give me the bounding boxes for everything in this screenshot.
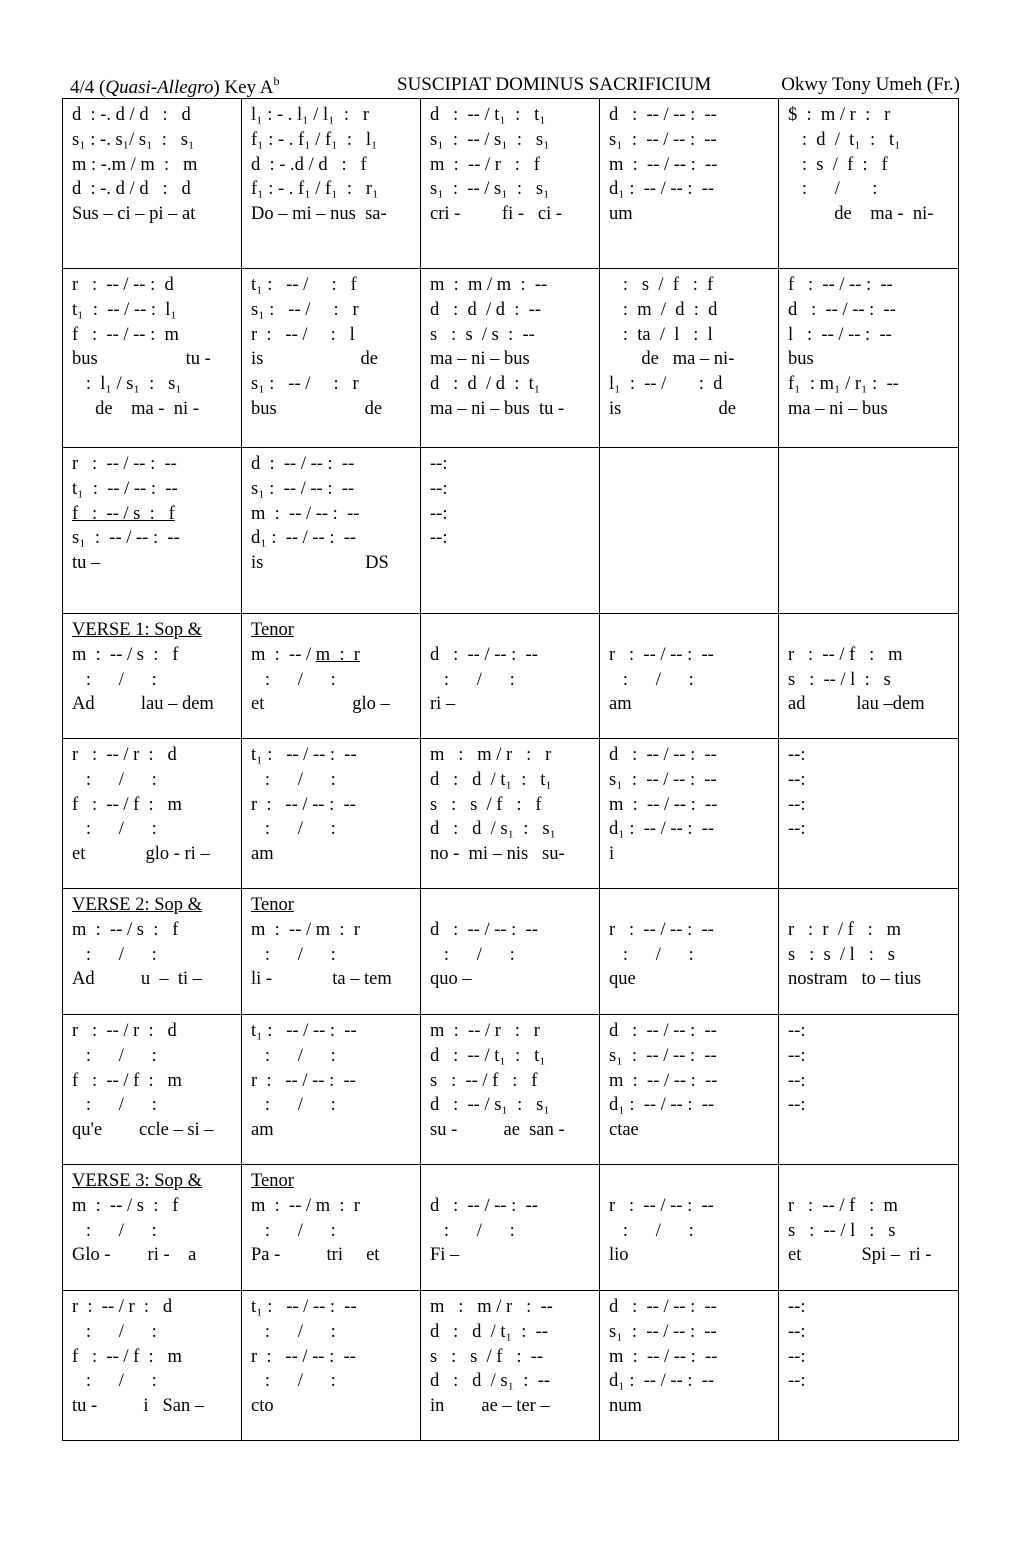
solfa-line: num (609, 1396, 642, 1417)
solfa-line: m : -- / -- : -- (609, 1346, 718, 1367)
solfa-line: is de (609, 398, 736, 419)
solfa-line: s₁ : -- / -- : -- (609, 1321, 717, 1342)
solfa-line: : / : (72, 819, 157, 840)
solfa-line: l : -- / -- : -- (788, 324, 892, 345)
solfa-line: tu – (72, 553, 101, 574)
measure-cell (421, 614, 600, 739)
solfa-line: : / : (72, 1045, 157, 1066)
measure-cell (600, 448, 779, 614)
solfa-line: et glo - ri – (72, 844, 210, 865)
solfa-line: m : -- / s : f (72, 919, 179, 940)
solfa-line: Pa - tri et (251, 1245, 380, 1266)
measure-cell (600, 1015, 779, 1165)
meter: 4/4 (70, 77, 95, 98)
solfa-line: m : -- / -- : -- (609, 154, 718, 175)
measure-cell (779, 448, 959, 614)
solfa-line: m : -- / s : f (72, 1195, 179, 1216)
solfa-line: : / : (609, 669, 694, 690)
solfa-line: s₁ : -- / s₁ : s₁ (430, 129, 550, 150)
solfa-line: m : -- / m : r (251, 1195, 360, 1216)
solfa-line: de ma - ni - (72, 398, 199, 419)
solfa-line (609, 618, 772, 643)
solfa-line: --: (430, 454, 448, 474)
solfa-line (430, 1169, 593, 1194)
measure-cell (600, 269, 779, 448)
solfa-line: f₁ : m₁ / r₁ : -- (788, 374, 899, 395)
solfa-line: r : -- / f : m (788, 644, 903, 665)
measure-cell (421, 99, 600, 269)
solfa-line: m : m / r : -- (430, 1297, 553, 1317)
solfa-line: bus tu - (72, 349, 211, 370)
solfa-line: t₁ : -- / -- : -- (251, 745, 357, 765)
solfa-line: et glo – (251, 694, 390, 715)
measure-cell (600, 99, 779, 269)
measure-cell (421, 448, 600, 614)
solfa-line: r : -- / -- : -- (609, 1195, 714, 1216)
solfa-line: d : -. d / d : d (72, 105, 191, 125)
solfa-line: r : -- / f : m (788, 1195, 898, 1216)
measure-cell (421, 269, 600, 448)
solfa-line: t₁ : -- / -- : -- (251, 1297, 357, 1317)
solfa-line: : / : (72, 1095, 157, 1116)
solfa-line: cto (251, 1396, 274, 1417)
solfa-line: : / : (251, 1045, 336, 1066)
score-row (63, 739, 959, 889)
solfa-line: d : - .d / d : f (251, 154, 367, 175)
solfa-line: s₁ : -- / -- : -- (251, 478, 355, 499)
solfa-line: --: (788, 1070, 806, 1091)
solfa-line: de ma – ni- (609, 349, 735, 370)
solfa-line: m : -- / r : f (430, 154, 540, 175)
solfa-line: VERSE 2: Sop & (72, 895, 203, 915)
solfa-line (788, 618, 952, 643)
solfa-line: s : -- / f : f (430, 1070, 538, 1091)
solfa-line: d : -- / -- : -- (251, 454, 355, 474)
solfa-line: am (251, 844, 274, 865)
solfa-line: Tenor (251, 895, 294, 915)
solfa-line: m : -- / -- : -- (609, 1070, 718, 1091)
solfa-line: t₁ : -- / -- : -- (251, 1021, 357, 1041)
measure-cell (242, 614, 421, 739)
solfa-line: : / : (251, 1095, 336, 1116)
score-row (63, 1291, 959, 1441)
solfa-line: Ad lau – dem (72, 694, 214, 715)
measure-cell (63, 448, 242, 614)
solfa-line: : / : (72, 1321, 157, 1342)
solfa-line: quo – (430, 969, 472, 990)
solfa-line: : / : (251, 669, 336, 690)
solfa-line: s₁ : -- / -- : -- (609, 129, 717, 150)
measure-cell (242, 99, 421, 269)
solfa-line: que (609, 969, 636, 990)
solfa-line: : / : (430, 669, 515, 690)
solfa-line: d₁ : -- / -- : -- (609, 179, 715, 200)
measure-cell (63, 614, 242, 739)
score-row (63, 1015, 959, 1165)
solfa-line: f : -- / s : f (72, 503, 175, 524)
solfa-line: is DS (251, 553, 389, 574)
measure-cell (421, 1165, 600, 1291)
solfa-line (788, 893, 952, 918)
measure-cell (779, 269, 959, 448)
solfa-line: : / : (72, 769, 157, 790)
score-row (63, 889, 959, 1015)
solfa-line: ctae (609, 1120, 639, 1141)
solfa-line: : d / t₁ : t₁ (788, 129, 901, 150)
solfa-line: m : m / m : -- (430, 275, 548, 295)
measure-cell (421, 739, 600, 889)
solfa-line: f : -- / -- : -- (788, 275, 893, 295)
solfa-line: m : -- / -- : -- (251, 503, 360, 524)
solfa-line: f₁ : - . f₁ / f₁ : l₁ (251, 129, 378, 150)
solfa-line: d : -- / -- : -- (430, 644, 538, 665)
solfa-line: de ma - ni- (788, 204, 934, 225)
solfa-line: : / : (72, 669, 157, 690)
solfa-line: f : -- / -- : m (72, 324, 179, 345)
solfa-line: s : s / s : -- (430, 324, 535, 345)
solfa-line: VERSE 3: Sop & (72, 1171, 203, 1191)
tempo: Quasi-Allegro (105, 77, 214, 98)
solfa-line: d : -. d / d : d (72, 179, 191, 200)
solfa-line (609, 1169, 772, 1194)
solfa-line: d : d / s₁ : -- (430, 1371, 551, 1392)
solfa-line: r : -- / -- : -- (251, 1070, 356, 1091)
measure-cell (779, 889, 959, 1015)
solfa-line: s : -- / l : s (788, 1220, 896, 1241)
solfa-line: s₁ : -- / -- : -- (609, 1045, 717, 1066)
solfa-line: su - ae san - (430, 1120, 565, 1141)
solfa-line: d : -- / s₁ : s₁ (430, 1095, 550, 1116)
solfa-line: r : -- / -- : -- (609, 644, 714, 665)
score-row (63, 99, 959, 269)
solfa-line: nostram to – tius (788, 969, 922, 990)
measure-cell (779, 1291, 959, 1441)
solfa-line: : / : (609, 1220, 694, 1241)
solfa-line: ma – ni – bus (430, 349, 530, 370)
solfa-line: --: (788, 769, 806, 790)
solfa-line: r : -- / r : d (72, 1297, 173, 1317)
solfa-line: et Spi – ri - (788, 1245, 932, 1266)
measure-cell (779, 739, 959, 889)
solfa-line: --: (788, 1321, 806, 1342)
solfa-line: : l₁ / s₁ : s₁ (72, 374, 182, 395)
measure-cell (421, 1291, 600, 1441)
solfa-line: : / : (430, 944, 515, 965)
solfa-line: am (251, 1120, 274, 1141)
solfa-line: m : -.m / m : m (72, 154, 198, 175)
meter-tempo-key: 4/4 (Quasi-Allegro) Key $A^b$ (70, 74, 280, 98)
solfa-line: Tenor (251, 620, 294, 640)
solfa-line: --: (430, 478, 448, 499)
solfa-line: : / : (251, 769, 336, 790)
solfa-line: li - ta – tem (251, 969, 392, 990)
solfa-line: d : d / d : -- (430, 299, 541, 320)
measure-cell (421, 889, 600, 1015)
solfa-line: s : s / l : s (788, 944, 895, 965)
solfa-line: d₁ : -- / -- : -- (609, 1095, 715, 1116)
solfa-line: qu'e ccle – si – (72, 1120, 214, 1141)
solfa-line: t₁ : -- / -- : l₁ (72, 299, 177, 320)
score-body (63, 99, 959, 1441)
solfa-line: s₁ : -- / : r (251, 374, 359, 395)
solfa-line: --: (788, 819, 806, 840)
measure-cell (779, 99, 959, 269)
solfa-line: d : -- / -- : -- (609, 1021, 717, 1041)
measure-cell (63, 889, 242, 1015)
solfa-line: ma – ni – bus (788, 398, 888, 419)
measure-cell (242, 269, 421, 448)
solfa-line: d : d / d : t₁ (430, 374, 541, 395)
solfa-line: d₁ : -- / -- : -- (609, 1371, 715, 1392)
solfa-line: Ad u – ti – (72, 969, 203, 990)
solfa-line: : / : (72, 1220, 157, 1241)
solfa-line: --: (788, 1021, 806, 1041)
solfa-line: t₁ : -- / -- : -- (72, 478, 178, 499)
measure-cell (242, 1015, 421, 1165)
solfa-line: : / : (72, 1371, 157, 1392)
solfa-line: s₁ : -- / -- : -- (609, 769, 717, 790)
measure-cell (63, 1291, 242, 1441)
solfa-line: r : -- / -- : -- (72, 454, 177, 474)
solfa-line (430, 893, 593, 918)
solfa-line: --: (788, 1346, 806, 1367)
solfa-line: s : s / f : -- (430, 1346, 544, 1367)
solfa-line: i (609, 844, 615, 865)
solfa-line: : / : (251, 1321, 336, 1342)
solfa-line: f : -- / f : m (72, 794, 182, 815)
solfa-line: d : d / s₁ : s₁ (430, 819, 556, 840)
solfa-line: m : -- / m : r (251, 919, 360, 940)
solfa-line (430, 618, 593, 643)
solfa-line: : ta / l : l (609, 324, 713, 345)
solfa-line: d : -- / -- : -- (430, 919, 538, 940)
solfa-line: r : -- / -- : -- (251, 794, 356, 815)
solfa-line: --: (788, 1297, 806, 1317)
solfa-line: m : -- / s : f (72, 644, 179, 665)
solfa-line: r : -- / : l (251, 324, 355, 345)
solfa-line: bus de (251, 398, 383, 419)
solfa-line: t₁ : -- / : f (251, 275, 357, 295)
solfa-line: d : -- / -- : -- (609, 105, 717, 125)
solfa-line: lio (609, 1245, 629, 1266)
measure-cell (242, 889, 421, 1015)
solfa-line: s₁ : -- / : r (251, 299, 359, 320)
key-flat: b (273, 74, 280, 88)
measure-cell (63, 99, 242, 269)
score-row (63, 1165, 959, 1291)
solfa-line: : / : (72, 944, 157, 965)
solfa-line: VERSE 1: Sop & (72, 620, 203, 640)
composer: Okwy Tony Umeh (Fr.) (781, 74, 960, 95)
measure-cell (63, 1165, 242, 1291)
solfa-line: d : -- / -- : -- (609, 745, 717, 765)
solfa-line: --: (430, 528, 448, 549)
solfa-score-table (62, 98, 959, 1441)
solfa-line: s : s / f : f (430, 794, 542, 815)
solfa-line: ma – ni – bus tu - (430, 398, 565, 419)
solfa-line: r : -- / -- : -- (609, 919, 714, 940)
solfa-line: --: (430, 503, 448, 524)
solfa-line: d : -- / -- : -- (430, 1195, 538, 1216)
solfa-line: d₁ : -- / -- : -- (251, 528, 357, 549)
solfa-line: l₁ : - . l₁ / l₁ : r (251, 105, 370, 125)
solfa-line: d : d / t₁ : -- (430, 1321, 548, 1342)
measure-cell (242, 448, 421, 614)
measure-cell (779, 1165, 959, 1291)
solfa-line: s₁ : -- / s₁ : s₁ (430, 179, 550, 200)
score-title: SUSCIPIAT DOMINUS SACRIFICIUM (397, 74, 712, 95)
measure-cell (600, 889, 779, 1015)
solfa-line: : / : (430, 1220, 515, 1241)
measure-cell (242, 1165, 421, 1291)
solfa-line: d : -- / t₁ : t₁ (430, 105, 546, 125)
solfa-line: m : -- / m : r (251, 644, 360, 665)
solfa-line: s : -- / l : s (788, 669, 891, 690)
solfa-line: : s / f : f (609, 275, 714, 295)
solfa-line: d : -- / -- : -- (609, 1297, 717, 1317)
key-label: Key A (224, 77, 274, 98)
solfa-line: ri – (430, 694, 456, 715)
solfa-line: r : -- / -- : d (72, 275, 174, 295)
solfa-line: : / : (251, 1220, 336, 1241)
solfa-line: no - mi – nis su- (430, 844, 565, 865)
score-row (63, 269, 959, 448)
solfa-line: d : -- / t₁ : t₁ (430, 1045, 546, 1066)
solfa-line: : / : (788, 179, 878, 200)
solfa-line: l₁ : -- / : d (609, 374, 723, 395)
solfa-line: cri - fi - ci - (430, 204, 563, 225)
measure-cell (63, 269, 242, 448)
measure-cell (63, 1015, 242, 1165)
solfa-line: d : -- / -- : -- (788, 299, 896, 320)
solfa-line: f₁ : - . f₁ / f₁ : r₁ (251, 179, 379, 200)
score-row (63, 448, 959, 614)
solfa-line: $ : m / r : r (788, 105, 891, 125)
solfa-line: Glo - ri - a (72, 1245, 197, 1266)
solfa-line: bus (788, 349, 814, 370)
solfa-line: --: (788, 1095, 806, 1116)
solfa-line: Fi – (430, 1245, 460, 1266)
measure-cell (600, 1291, 779, 1441)
solfa-line: Tenor (251, 1171, 294, 1191)
solfa-line: m : -- / -- : -- (609, 794, 718, 815)
solfa-line: r : -- / -- : -- (251, 1346, 356, 1367)
score-row (63, 614, 959, 739)
solfa-line: --: (788, 1045, 806, 1066)
solfa-line: Do – mi – nus sa- (251, 204, 387, 225)
solfa-line: d₁ : -- / -- : -- (609, 819, 715, 840)
measure-cell (600, 614, 779, 739)
solfa-line: : / : (251, 1371, 336, 1392)
solfa-line: --: (788, 745, 806, 765)
solfa-line: --: (788, 1371, 806, 1392)
measure-cell (242, 1291, 421, 1441)
solfa-line: : m / d : d (609, 299, 718, 320)
solfa-line: : s / f : f (788, 154, 888, 175)
solfa-line: r : -- / r : d (72, 1021, 177, 1041)
measure-cell (242, 739, 421, 889)
solfa-line: in ae – ter – (430, 1396, 550, 1417)
solfa-line: tu - i San – (72, 1396, 205, 1417)
solfa-line: --: (788, 794, 806, 815)
solfa-line: d : d / t₁ : t₁ (430, 769, 552, 790)
solfa-line: f : -- / f : m (72, 1346, 182, 1367)
solfa-line: f : -- / f : m (72, 1070, 182, 1091)
solfa-line: r : r / f : m (788, 919, 902, 940)
measure-cell (600, 1165, 779, 1291)
solfa-line (788, 1169, 952, 1194)
measure-cell (779, 1015, 959, 1165)
solfa-line: m : -- / r : r (430, 1021, 540, 1041)
measure-cell (63, 739, 242, 889)
solfa-line: um (609, 204, 633, 225)
solfa-line: is de (251, 349, 378, 370)
measure-cell (421, 1015, 600, 1165)
solfa-line: : / : (251, 944, 336, 965)
solfa-line: Sus – ci – pi – at (72, 204, 196, 225)
solfa-line: s₁ : -. s₁/ s₁ : s₁ (72, 129, 195, 150)
solfa-line: ad lau –dem (788, 694, 925, 715)
solfa-line (609, 893, 772, 918)
measure-cell (779, 614, 959, 739)
solfa-line: : / : (609, 944, 694, 965)
solfa-line: : / : (251, 819, 336, 840)
solfa-line: r : -- / r : d (72, 745, 177, 765)
solfa-line: am (609, 694, 632, 715)
score-header (70, 74, 960, 100)
solfa-line: m : m / r : r (430, 745, 552, 765)
solfa-line: s₁ : -- / -- : -- (72, 528, 180, 549)
measure-cell (600, 739, 779, 889)
